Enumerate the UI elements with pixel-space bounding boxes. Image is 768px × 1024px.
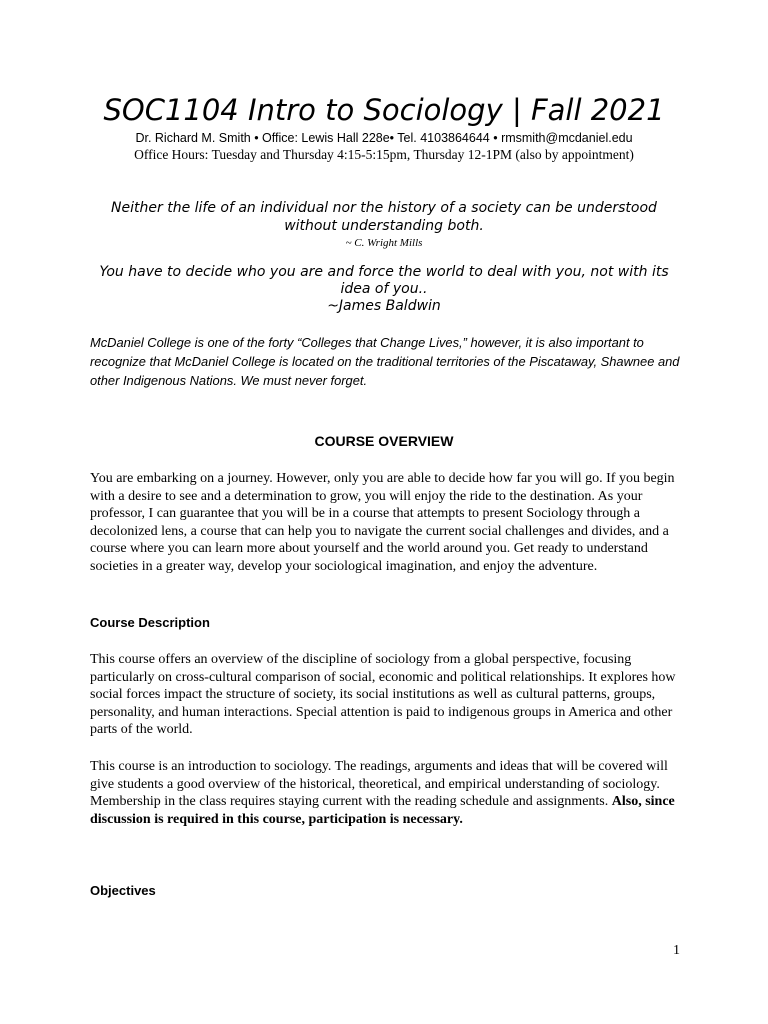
participation-note: Also, since discussion is required in this course, participation is necessary.: [90, 794, 675, 827]
course-title: SOC1104 Intro to Sociology | Fall 2021: [103, 93, 665, 127]
course-intro-text: This course is an introduction to sociology. The readings, arguments and ideas that will be covered will give students a good overview of the historical, theoretical, and empirical understanding of sociology. Membership in the class requires staying current with the reading schedule and assignments.: [90, 759, 668, 810]
course-description-paragraph: This course offers an overview of the discipline of sociology from a global perspective, focusing particularly on cross-cultural comparison of social, economic and political relationships. It explores how social forces impact the structure of society, its social institutions as well as cultural patterns, groups, personality, and human interactions. Special attention is paid to indigenous groups in America and other parts of the world.: [90, 652, 676, 738]
course-intro-paragraph: [90, 758, 680, 828]
page-number: 1: [673, 943, 680, 958]
quote-baldwin: [90, 264, 678, 315]
course-overview-text: You are embarking on a journey. However, only you are able to decide how far you will go. If you begin with a desire to see and a determination to grow, you will enjoy the ride to the destination. As your professor, I can guarantee that you will be in a course that attempts to present Sociology through a decolonized lens, a course that can help you to navigate the current social challenges and divides, and a course where you can learn more about yourself and the world around you. Get ready to understand societies in a greater way, develop your sociological imagination, and enjoy the adventure.: [90, 471, 675, 574]
land-acknowledgement: McDaniel College is one of the forty “Colleges that Change Lives,” however, it is also important to recognize that McDaniel College is located on the traditional territories of the Piscataway, Shawnee and other Indigenous Nations. We must never forget.: [90, 335, 680, 388]
course-overview-heading: COURSE OVERVIEW: [314, 433, 454, 449]
quote-baldwin-attribution: ~James Baldwin: [327, 298, 441, 314]
quote-mills: Neither the life of an individual nor the history of a society can be understood without understanding both.: [111, 200, 657, 234]
quote-baldwin-text: You have to decide who you are and force the world to deal with you, not with its idea of you..: [99, 264, 669, 297]
objectives-heading: Objectives: [90, 883, 156, 898]
office-hours: Office Hours: Tuesday and Thursday 4:15-5:15pm, Thursday 12-1PM (also by appointment): [134, 147, 634, 162]
course-description-heading: Course Description: [90, 615, 210, 630]
instructor-contact: Dr. Richard M. Smith • Office: Lewis Hall 228e• Tel. 4103864644 • rmsmith@mcdaniel.edu: [135, 131, 633, 145]
quote-mills-attribution: ~ C. Wright Mills: [345, 237, 423, 249]
